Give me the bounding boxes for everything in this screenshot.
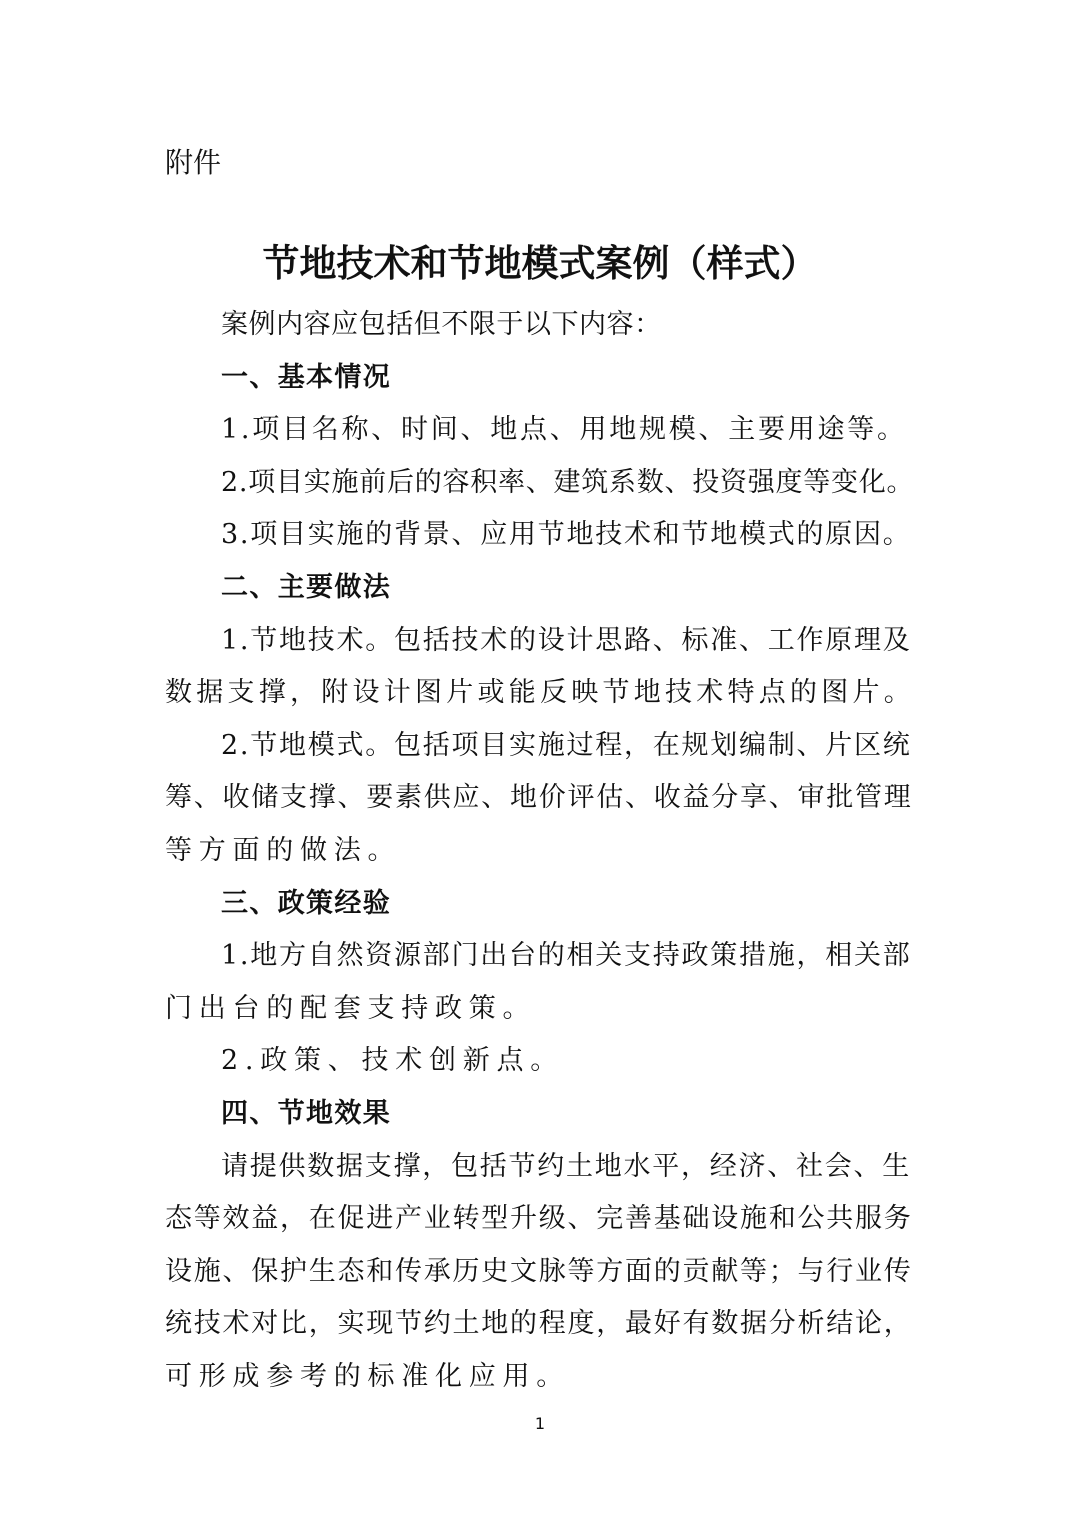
section-heading-land-saving-effect: 四、节地效果 bbox=[221, 1097, 392, 1129]
paragraph-line: 可形成参考的标准化应用。 bbox=[165, 1360, 570, 1392]
section-heading-main-practices: 二、主要做法 bbox=[221, 571, 392, 603]
section-heading-policy-experience: 三、政策经验 bbox=[221, 887, 392, 919]
paragraph-line: 请提供数据支撑，包括节约土地水平，经济、社会、生 bbox=[221, 1150, 911, 1182]
page-number: 1 bbox=[534, 1414, 546, 1433]
paragraph-line: 门出台的配套支持政策。 bbox=[165, 992, 537, 1024]
paragraph-line: 2.政策、技术创新点。 bbox=[221, 1045, 565, 1077]
attachment-label: 附件 bbox=[165, 146, 222, 179]
section-heading-basic-info: 一、基本情况 bbox=[221, 361, 392, 393]
paragraph-line: 1.节地技术。包括技术的设计思路、标准、工作原理及 bbox=[221, 624, 912, 656]
paragraph-line: 态等效益，在促进产业转型升级、完善基础设施和公共服务 bbox=[165, 1203, 913, 1235]
paragraph-line: 等方面的做法。 bbox=[165, 834, 402, 866]
paragraph-line: 2.项目实施前后的容积率、建筑系数、投资强度等变化。 bbox=[221, 466, 915, 498]
paragraph-line: 筹、收储支撑、要素供应、地价评估、收益分享、审批管理 bbox=[165, 782, 913, 814]
paragraph-line: 数据支撑，附设计图片或能反映节地技术特点的图片。 bbox=[165, 677, 915, 709]
paragraph-line: 设施、保护生态和传承历史文脉等方面的贡献等；与行业传 bbox=[165, 1255, 913, 1287]
paragraph-line: 统技术对比，实现节约土地的程度，最好有数据分析结论， bbox=[165, 1308, 913, 1340]
paragraph-line: 2.节地模式。包括项目实施过程，在规划编制、片区统 bbox=[221, 729, 912, 761]
document-body bbox=[165, 299, 917, 1403]
intro-text: 案例内容应包括但不限于以下内容： bbox=[221, 309, 662, 340]
paragraph-line: 3.项目实施的背景、应用节地技术和节地模式的原因。 bbox=[221, 519, 912, 551]
paragraph-line: 1.项目名称、时间、地点、用地规模、主要用途等。 bbox=[221, 414, 907, 446]
document-title: 节地技术和节地模式案例（样式） bbox=[262, 242, 818, 285]
paragraph-line: 1.地方自然资源部门出台的相关支持政策措施，相关部 bbox=[221, 940, 912, 972]
